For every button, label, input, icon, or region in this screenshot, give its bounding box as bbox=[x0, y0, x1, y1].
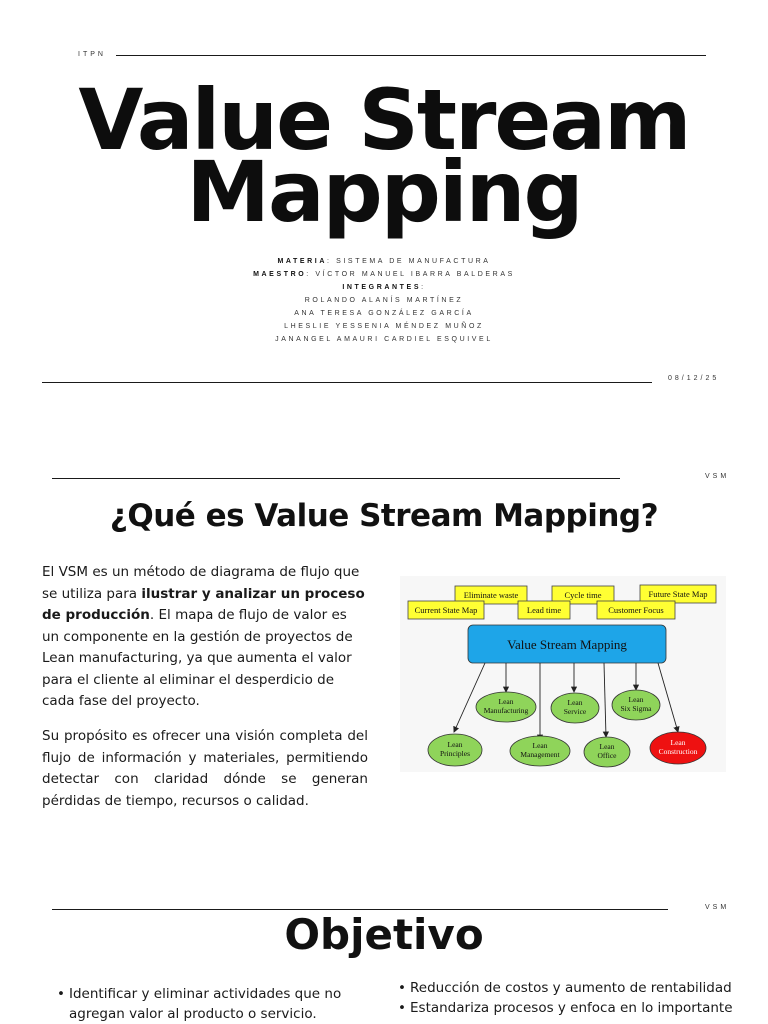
cover-bottom-divider bbox=[42, 382, 652, 383]
vsm-purpose-paragraph: Su propósito es ofrecer una visión completa del flujo de información y materiales, permitiendo detectar con claridad dónde se generan pérdidas de tiempo, recursos o calidad. bbox=[42, 728, 368, 809]
tag-eliminate-waste-label: Eliminate waste bbox=[463, 590, 519, 600]
member-name: JANANGEL AMAURI CARDIEL ESQUIVEL bbox=[275, 336, 493, 343]
tag-lead-time bbox=[518, 601, 570, 619]
vsm-diagram-svg bbox=[400, 576, 726, 772]
vsm-center-label: Value Stream Mapping bbox=[507, 637, 627, 652]
objective-item: • Reducción de costos y aumento de rentabilidad bbox=[398, 978, 738, 998]
vsm-diagram bbox=[400, 576, 726, 772]
tag-lead-time-label: Lead time bbox=[526, 605, 562, 615]
objective-item: • Estandariza procesos y enfoca en lo importante bbox=[398, 998, 738, 1018]
node-lean-management bbox=[510, 736, 570, 766]
node-lean-principles bbox=[428, 734, 482, 766]
tag-current-state-map bbox=[408, 601, 484, 619]
section1-heading: ¿Qué es Value Stream Mapping? bbox=[109, 498, 659, 534]
node-lean-service bbox=[551, 693, 599, 723]
node-lean-six-sigma-label: Six Sigma bbox=[620, 704, 652, 713]
maestro-line bbox=[0, 268, 768, 281]
tag-customer-focus bbox=[597, 601, 675, 619]
section2-tag: VSM bbox=[705, 904, 730, 911]
member-name: ANA TERESA GONZÁLEZ GARCÍA bbox=[294, 310, 474, 317]
member-name: LHESLIE YESSENIA MÉNDEZ MUÑOZ bbox=[284, 323, 484, 330]
node-lean-manufacturing-label: Manufacturing bbox=[483, 706, 529, 715]
materia-label: MATERIA bbox=[277, 258, 328, 265]
node-lean-service-label: Service bbox=[563, 707, 587, 716]
objectives-left-list bbox=[57, 984, 357, 1024]
node-lean-office bbox=[584, 737, 630, 767]
definition-text-a: El VSM es un método de diagrama de flujo que se utiliza para bbox=[42, 564, 360, 602]
node-lean-six-sigma-label: Lean bbox=[628, 695, 644, 704]
tag-current-state-map-label: Current State Map bbox=[414, 605, 478, 615]
definition-text-b: . El mapa de flujo de valor es un componente en la gestión de proyectos de Lean manufacturing, ya que aumenta el valor para el cliente al eliminar el desperdicio de cada fase del proyecto. bbox=[42, 607, 353, 709]
node-lean-construction-label: Construction bbox=[658, 747, 698, 756]
node-lean-manufacturing bbox=[476, 692, 536, 722]
node-lean-six-sigma bbox=[612, 690, 660, 720]
section1-tag: VSM bbox=[705, 473, 730, 480]
tag-future-state-map bbox=[640, 585, 716, 603]
node-lean-office-label: Office bbox=[597, 751, 617, 760]
org-label: ITPN bbox=[78, 51, 106, 58]
materia-line bbox=[0, 255, 768, 268]
title-line-2: Mapping bbox=[186, 143, 582, 241]
integrantes-line bbox=[0, 281, 768, 294]
node-lean-management-label: Management bbox=[520, 750, 560, 759]
integrantes-suffix: : bbox=[421, 284, 426, 291]
objective-item: • Identificar y eliminar actividades que no agregan valor al producto o servicio. bbox=[57, 984, 357, 1024]
section1-divider bbox=[52, 478, 620, 479]
node-lean-principles-label: Principles bbox=[440, 749, 470, 758]
tag-future-state-map-label: Future State Map bbox=[648, 589, 708, 599]
node-lean-principles-label: Lean bbox=[447, 740, 463, 749]
maestro-label: MAESTRO bbox=[253, 271, 307, 278]
definition-emphasis: ilustrar y analizar un proceso de producción bbox=[42, 585, 365, 623]
node-lean-manufacturing-label: Lean bbox=[498, 697, 514, 706]
node-lean-office-label: Lean bbox=[599, 742, 615, 751]
node-lean-construction bbox=[650, 732, 706, 764]
tag-customer-focus-label: Customer Focus bbox=[608, 605, 664, 615]
vsm-center-box bbox=[468, 625, 666, 663]
materia-value: : SISTEMA DE MANUFACTURA bbox=[327, 258, 491, 265]
page-title bbox=[0, 71, 768, 241]
tag-cycle-time-label: Cycle time bbox=[564, 590, 602, 600]
node-lean-management-label: Lean bbox=[532, 741, 548, 750]
title-line-1: Value Stream bbox=[78, 71, 690, 169]
date-label: 08/12/25 bbox=[668, 375, 720, 382]
integrantes-label: INTEGRANTES bbox=[342, 284, 422, 291]
maestro-value: : VÍCTOR MANUEL IBARRA BALDERAS bbox=[306, 271, 515, 278]
node-lean-construction-label: Lean bbox=[670, 738, 686, 747]
cover-metadata bbox=[0, 255, 768, 346]
member-name: ROLANDO ALANÍS MARTÍNEZ bbox=[304, 297, 464, 304]
node-lean-service-label: Lean bbox=[567, 698, 583, 707]
section2-heading: Objetivo bbox=[284, 910, 484, 959]
top-divider bbox=[116, 55, 706, 56]
objectives-right-list bbox=[398, 978, 738, 1018]
vsm-definition-paragraph bbox=[42, 562, 368, 713]
